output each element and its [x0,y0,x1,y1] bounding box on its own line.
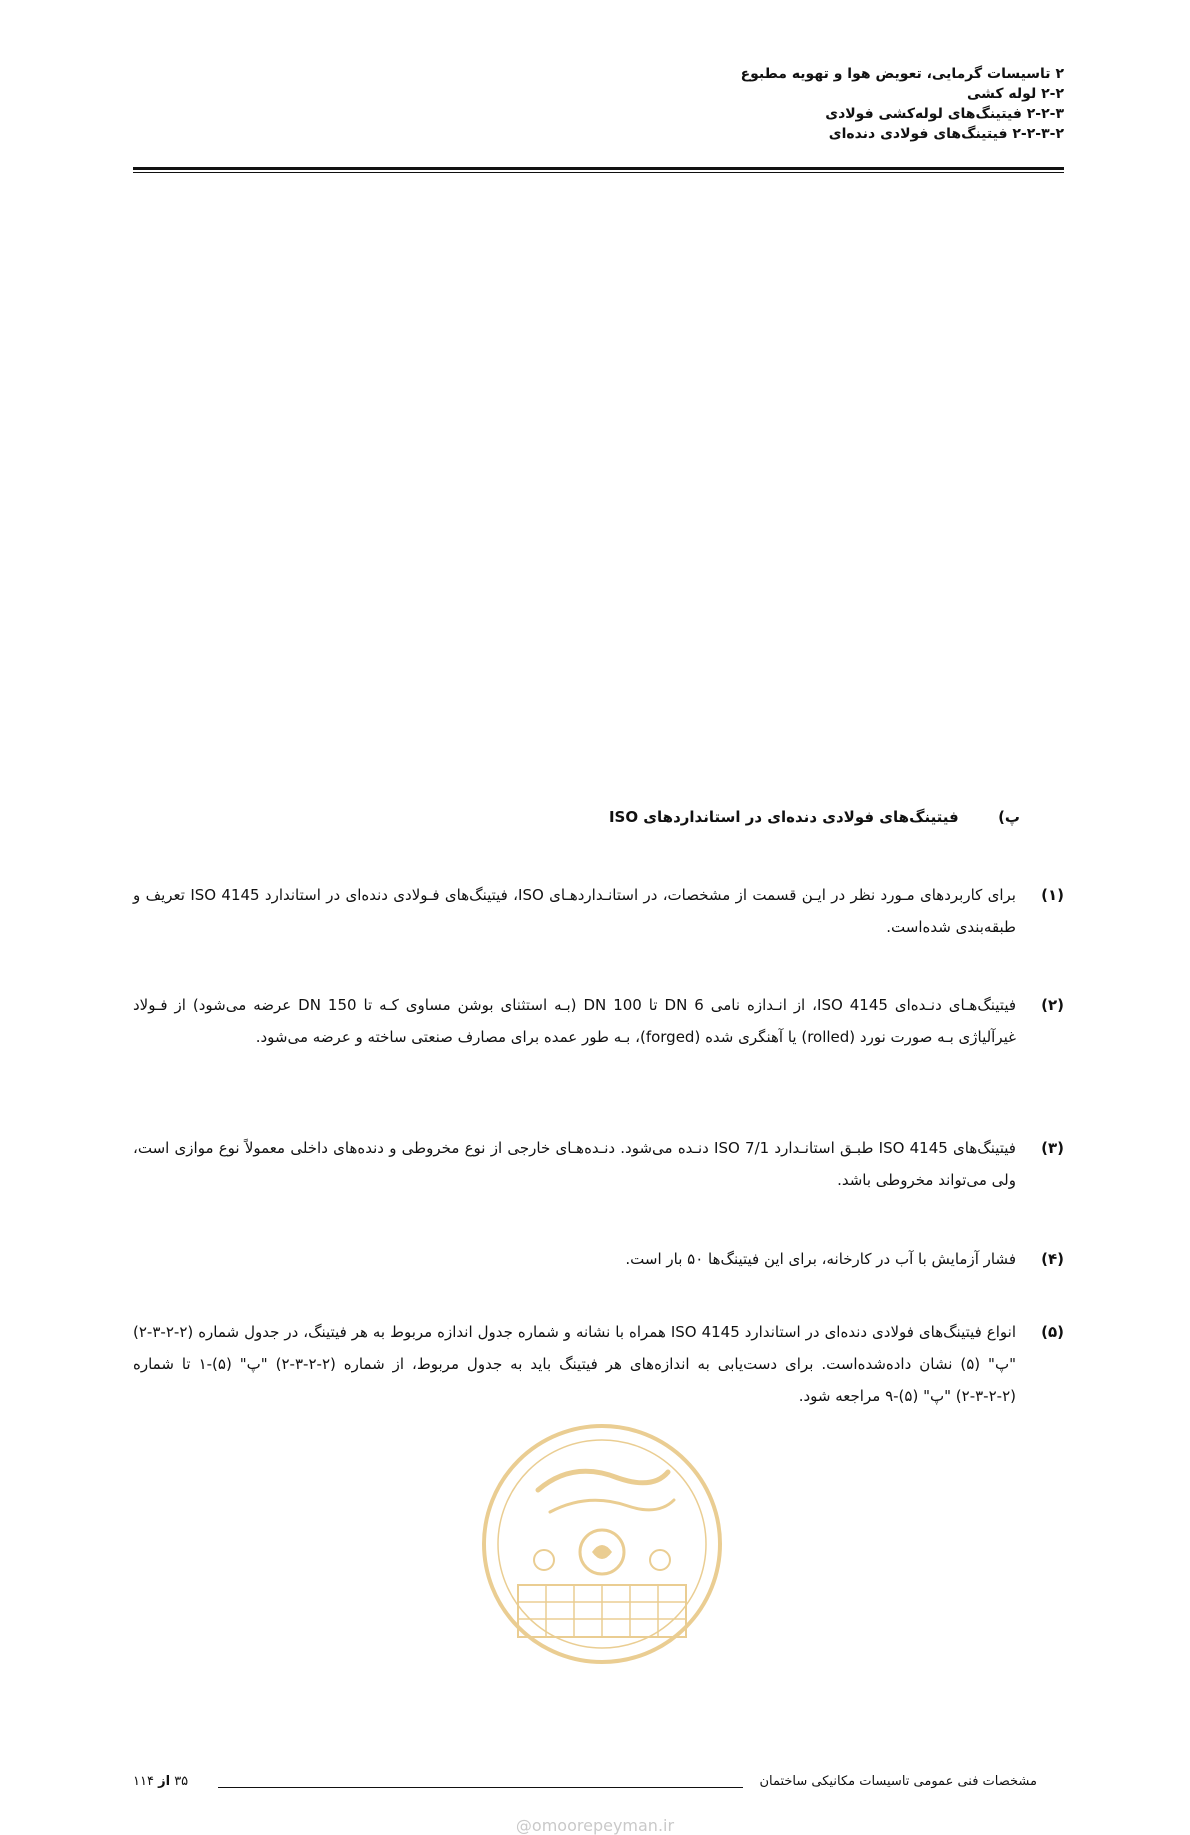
paragraph-5 [133,1316,1064,1412]
paragraph-text: فیتینگ‌های ISO 4145 طبـق استانـدارد ISO 7/1 دنـده می‌شود. دنـده‌هـای خارجی از نوع مخروطی و دنده‌های داخلی معمولاً نوع موازی است، ولی می‌تواند مخروطی باشد. [133,1139,1016,1189]
paragraph-2 [133,989,1064,1053]
paragraph-text: فشار آزمایش با آب در کارخانه، برای این فیتینگ‌ها ۵۰ بار است. [625,1250,1016,1268]
page-of: از [158,1774,171,1789]
header-subsection: ۲-۲-۳ فیتینگ‌های لوله‌کشی فولادی [825,106,1064,122]
seal-watermark-logo [478,1420,726,1668]
header-chapter: ۲ تاسیسات گرمایی، تعویض هوا و تهویه مطبوع [740,66,1064,82]
paragraph-text: فیتینگ‌هـای دنـده‌ای ISO 4145، از انـدازه نامی DN 6 تا DN 100 (بـه استثنای بوشن مساوی کـه تا DN 150 عرضه می‌شود) از فـولاد غیرآلیاژی بـه صورت نورد (rolled) یا آهنگری شده (forged)، بـه طور عمده برای مصارف صنعتی ساخته و عرضه می‌شود. [133,996,1017,1046]
site-watermark: @omoorepeyman.ir [515,1816,675,1835]
paragraph-number: (۵) [1041,1323,1064,1341]
paragraph-text: برای کاربردهای مـورد نظر در ایـن قسمت از مشخصات، در استانـداردهـای ISO، فیتینگ‌های فـولادی دنده‌ای در استاندارد ISO 4145 تعریف و طبقه‌بندی شده‌است. [133,886,1016,936]
paragraph-number: (۲) [1041,996,1064,1014]
paragraph-number: (۱) [1041,886,1064,904]
section-letter: پ) [998,808,1020,826]
paragraph-1 [133,879,1064,943]
page-current: ۳۵ [174,1774,189,1789]
paragraph-text: انواع فیتینگ‌های فولادی دنده‌ای در استاندارد ISO 4145 همراه با نشانه و شماره جدول اندازه مربوط به هر فیتینگ، در جدول شماره (۲-۲-۳-۲) "پ" (۵) نشان داده‌شده‌است. برای دست‌یابی به اندازه‌های هر فیتینگ باید به جدول مربوط، از شماره (۲-۲-۳-۲) "پ" (۵)-۱ تا شماره (۲-۲-۳-۲) "پ" (۵)-۹ مراجعه شود. [133,1323,1016,1405]
footer-page-number [133,1773,188,1791]
header-rule-thin [133,172,1064,173]
paragraph-4 [133,1243,1064,1275]
section-title: فیتینگ‌های فولادی دنده‌ای در استانداردهای ISO [608,808,959,826]
page-header [133,64,1064,144]
header-subsubsection: ۲-۲-۳-۲ فیتینگ‌های فولادی دنده‌ای [828,126,1064,142]
header-section: ۲-۲ لوله کشی [967,86,1064,102]
paragraph-3 [133,1132,1064,1196]
section-heading [560,805,1020,829]
paragraph-number: (۴) [1041,1250,1064,1268]
page-total: ۱۱۴ [133,1774,154,1789]
footer-rule [218,1787,743,1788]
header-rule [133,167,1064,170]
footer-document-title: مشخصات فنی عمومی تاسیسات مکانیکی ساختمان [759,1774,1037,1789]
paragraph-number: (۳) [1041,1139,1064,1157]
